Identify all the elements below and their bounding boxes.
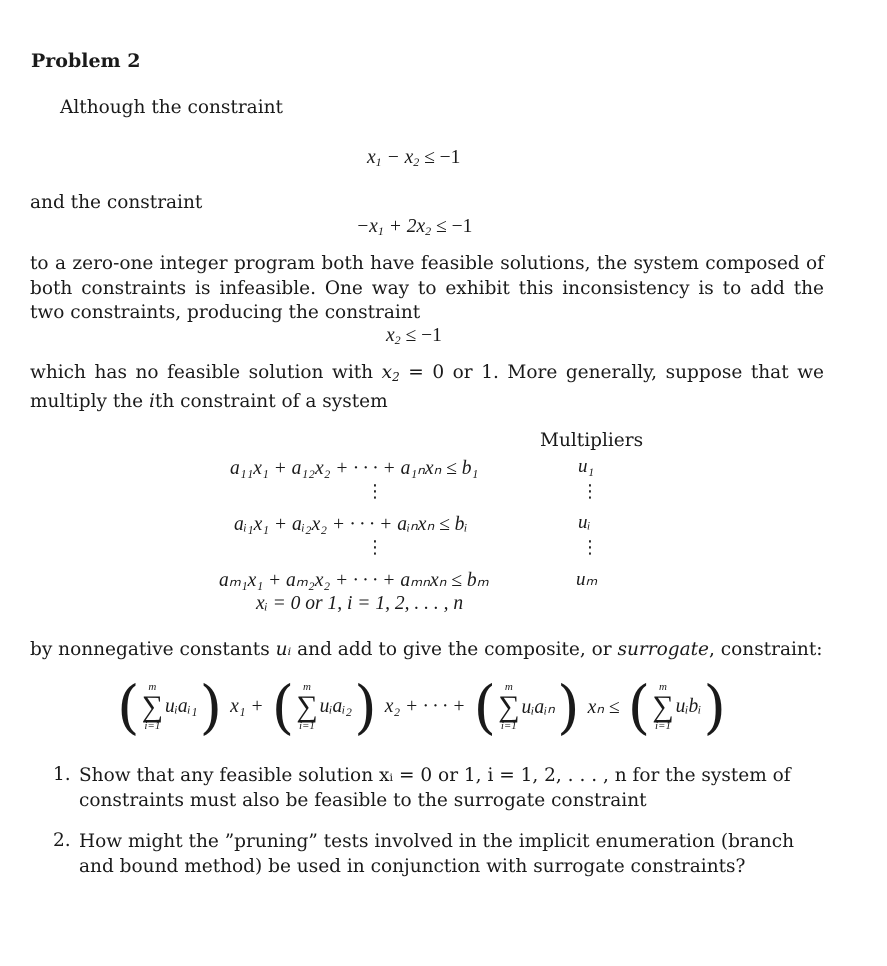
eq3-var: x	[386, 325, 395, 346]
paren-open-3: (	[473, 673, 497, 741]
multiplier-vdots-1: ⋮	[581, 481, 599, 502]
para3-sub: 2	[392, 370, 400, 384]
sum-2-term: uᵢaᵢ₂	[319, 696, 353, 717]
multiplier-1: u₁	[578, 456, 595, 477]
equation-3	[386, 325, 442, 348]
eq2-pre: −x	[356, 216, 378, 237]
paren-close-3: )	[556, 673, 580, 741]
para3-text-a: which has no feasible solution with	[30, 362, 382, 383]
list-item-1-number: 1.	[53, 764, 71, 785]
para4-text-c: , constraint:	[709, 639, 823, 660]
surrogate-constraint	[117, 673, 726, 741]
sum-2	[296, 682, 317, 732]
list-item-2-number: 2.	[53, 830, 71, 851]
list-item-2-text: How might the ”pruning” tests involved in the implicit enumeration (branch and bound method) be used in conjunction with surrogate constraints?	[79, 831, 794, 877]
para3-text-b: = 0 or 1. More generally, suppose that we multiply the	[30, 362, 824, 412]
para3-i: i	[149, 390, 155, 412]
para3-var: x	[381, 362, 393, 383]
paragraph-3	[30, 361, 824, 414]
sum-2-lower: i=1	[298, 720, 315, 732]
eq1-minus: − x	[381, 147, 414, 168]
sum-4-term: uᵢbᵢ	[675, 696, 702, 717]
eq3-rel: ≤ −1	[400, 325, 442, 346]
paren-open-1: (	[117, 673, 140, 741]
sum-3	[498, 682, 519, 732]
sum-3-term: uᵢaᵢₙ	[521, 697, 555, 718]
paren-open-2: (	[271, 673, 295, 741]
eq2-sub2: 2	[425, 224, 432, 238]
eq1-sub2: 2	[413, 155, 420, 169]
eq3-sub: 2	[394, 333, 401, 347]
paragraph-2: to a zero-one integer program both have feasible solutions, the system composed of both constraints is infeasible. One way to exhibit this inconsistency is to add the two constraints, producing the constraint	[30, 253, 824, 323]
sum-4-sigma: ∑	[652, 690, 674, 723]
system-row-x: xᵢ = 0 or 1, i = 1, 2, . . . , n	[256, 593, 464, 614]
sum-3-sigma: ∑	[498, 690, 520, 723]
surrogate-x2: x₂ + · · · +	[384, 696, 466, 717]
multipliers-header: Multipliers	[540, 430, 644, 451]
para4-text-b: and add to give the composite, or	[291, 639, 618, 660]
intro-line: Although the constraint	[60, 97, 283, 118]
eq1-rel: ≤ −1	[419, 147, 461, 168]
multiplier-i: uᵢ	[578, 512, 591, 533]
sum-1-lower: i=1	[144, 720, 161, 732]
list-item-1-text: Show that any feasible solution xᵢ = 0 or 1, i = 1, 2, . . . , n for the system of constraints must also be feasible to the surrogate constraint	[79, 765, 791, 811]
sum-1-upper: m	[148, 681, 157, 693]
para4-u: uᵢ	[275, 639, 292, 660]
paren-close-2: )	[354, 673, 377, 741]
para4-surrogate: surrogate	[617, 639, 710, 660]
sum-2-upper: m	[302, 681, 311, 693]
system-row-m: aₘ₁x₁ + aₘ₂x₂ + · · · + aₘₙxₙ ≤ bₘ	[219, 570, 489, 591]
paren-close-1: )	[199, 673, 223, 741]
eq2-rel: ≤ −1	[431, 216, 473, 237]
surrogate-xn: xₙ ≤	[587, 697, 620, 718]
sum-4-upper: m	[658, 681, 667, 693]
eq1-var: x	[367, 147, 376, 168]
paren-open-4: (	[627, 673, 651, 741]
system-row-1: a₁₁x₁ + a₁₂x₂ + · · · + a₁ₙxₙ ≤ b₁	[230, 458, 479, 479]
eq2-mid: + 2x	[383, 216, 426, 237]
equation-1	[367, 147, 460, 170]
system-vdots-2: ⋮	[366, 537, 384, 558]
eq1-sub1: 1	[375, 155, 382, 169]
equation-2	[356, 216, 472, 239]
sum-1-sigma: ∑	[141, 690, 164, 723]
sum-4	[652, 682, 673, 732]
sum-1	[142, 682, 163, 732]
multiplier-m: uₘ	[576, 569, 598, 590]
system-vdots-1: ⋮	[366, 481, 384, 502]
surrogate-x1: x₁ +	[230, 696, 264, 717]
sum-1-term: uᵢaᵢ₁	[165, 696, 198, 717]
problem-heading: Problem 2	[31, 50, 141, 72]
paragraph-4	[30, 638, 824, 663]
sum-3-lower: i=1	[500, 720, 517, 732]
sum-4-lower: i=1	[654, 720, 671, 732]
para4-text-a: by nonnegative constants	[30, 639, 276, 660]
multiplier-vdots-2: ⋮	[581, 537, 599, 558]
and-line: and the constraint	[30, 192, 203, 213]
sum-2-sigma: ∑	[296, 690, 318, 723]
eq2-sub1: 1	[377, 224, 384, 238]
paren-close-4: )	[703, 673, 726, 741]
system-row-i: aᵢ₁x₁ + aᵢ₂x₂ + · · · + aᵢₙxₙ ≤ bᵢ	[234, 514, 468, 535]
sum-3-upper: m	[504, 681, 513, 693]
para3-text-c: th constraint of a system	[154, 390, 388, 412]
